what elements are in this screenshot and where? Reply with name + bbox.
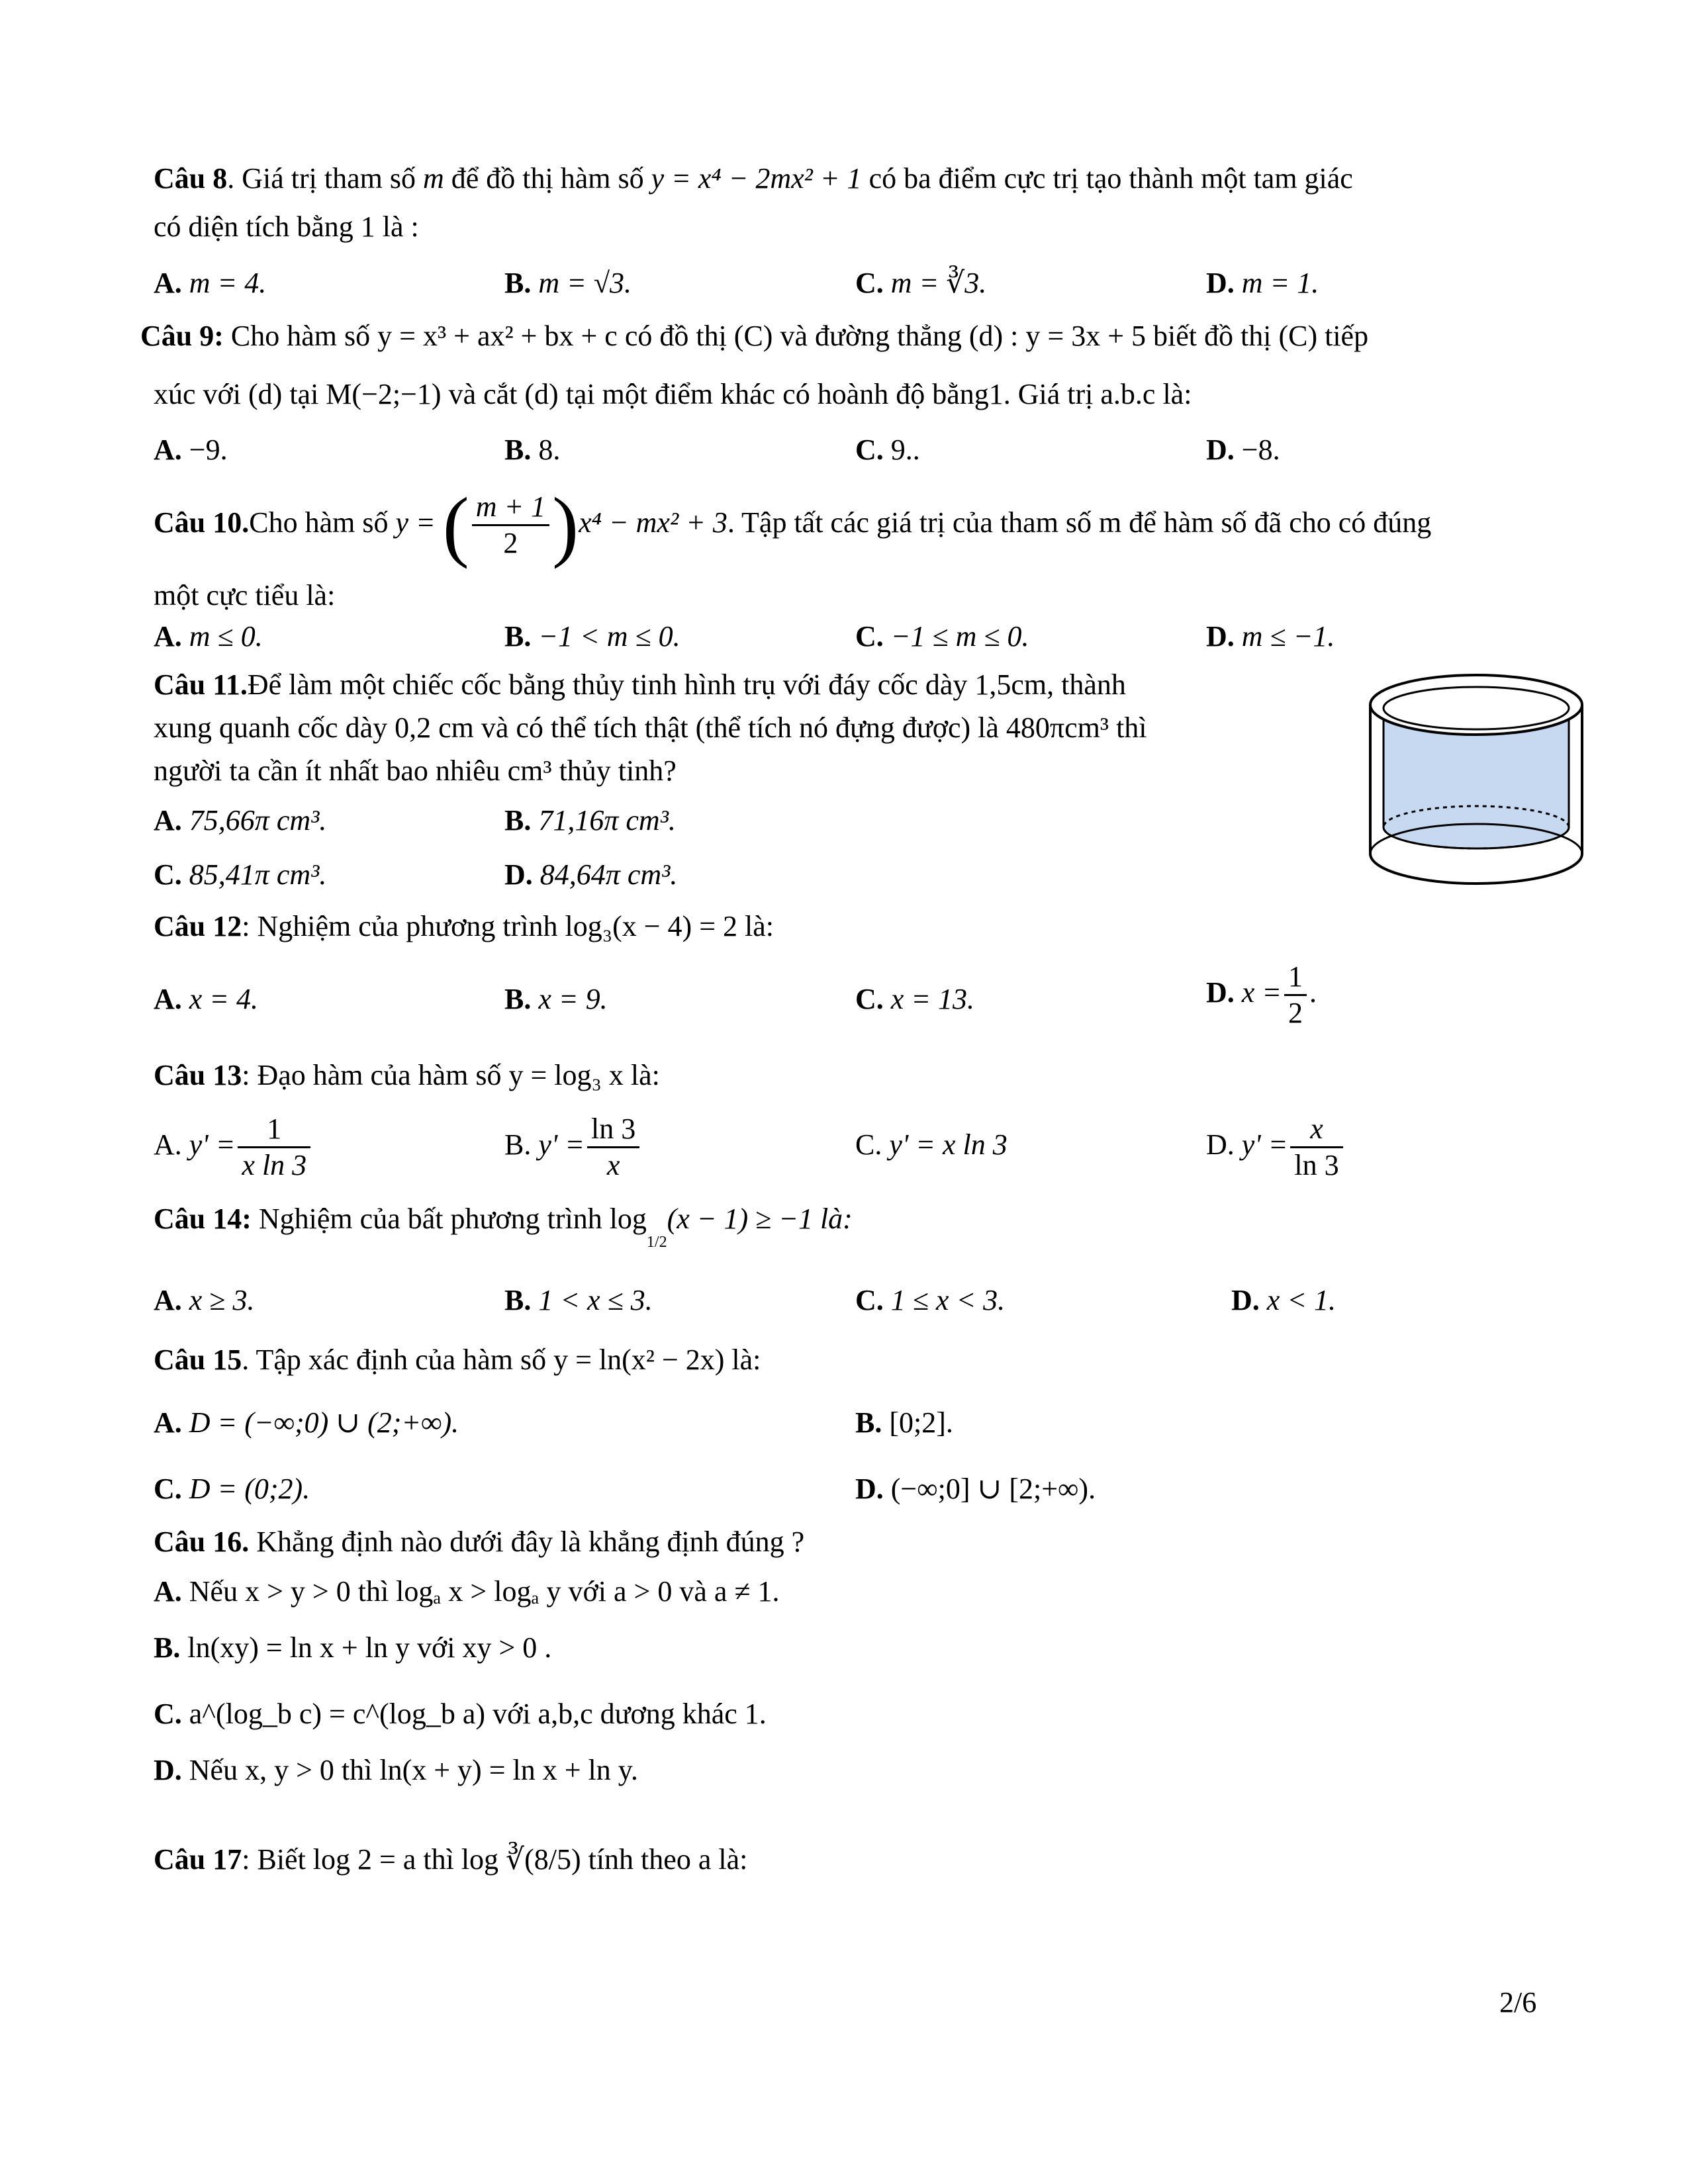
q8-text3: có ba điểm cực trị tạo thành một tam giác	[861, 162, 1353, 195]
q14-text1: Nghiệm của bất phương trình log	[251, 1203, 647, 1235]
q13-text1: : Đạo hàm của hàm số y = log₃ x là:	[242, 1059, 660, 1091]
q10-option-c[interactable]: C. −1 ≤ m ≤ 0.	[855, 620, 1029, 653]
q10-left-paren: (	[442, 480, 469, 569]
q8-line1	[154, 159, 1353, 199]
q15-option-c[interactable]: C. D = (0;2).	[154, 1473, 310, 1505]
q16-option-a[interactable]: A. Nếu x > y > 0 thì logₐ x > logₐ y với a > 0 và a ≠ 1.	[154, 1575, 780, 1608]
q10-text2: . Tập tất các giá trị của tham số m để hàm số đã cho có đúng	[727, 506, 1432, 539]
q8-text1: . Giá trị tham số	[227, 162, 423, 195]
q11-option-c[interactable]: C. 85,41π cm³.	[154, 858, 327, 891]
q16-text1: Khẳng định nào dưới đây là khẳng định đúng ?	[249, 1525, 805, 1558]
q16-line1	[154, 1522, 804, 1562]
q17-text1: : Biết log 2 = a thì log ∛(8/5) tính theo a là:	[242, 1843, 748, 1876]
q12-option-c[interactable]: C. x = 13.	[855, 983, 975, 1015]
q10-option-d[interactable]: D. m ≤ −1.	[1206, 620, 1335, 653]
q16-option-d[interactable]: D. Nếu x, y > 0 thì ln(x + y) = ln x + ln y.	[154, 1754, 638, 1786]
q15-label: Câu 15	[154, 1343, 242, 1376]
q10-fraction: $\frac{m + 1}{2}$	[472, 490, 549, 561]
q11-text1: Để làm một chiếc cốc bằng thủy tinh hình trụ với đáy cốc dày 1,5cm, thành	[247, 668, 1126, 701]
q10-label: Câu 10.	[154, 506, 250, 539]
q11-label: Câu 11.	[154, 668, 248, 701]
q13-label: Câu 13	[154, 1059, 242, 1091]
q9-line2: xúc với (d) tại M(−2;−1) và cắt (d) tại một điểm khác có hoành độ bằng1. Giá trị a.b.c là:	[154, 378, 1192, 410]
q14-option-c[interactable]: C. 1 ≤ x < 3.	[855, 1284, 1006, 1316]
q11-line2: xung quanh cốc dày 0,2 cm và có thể tích thật (thể tích nó đựng được) là 480πcm³ thì	[154, 711, 1147, 744]
q8-formula: y = x⁴ − 2mx² + 1	[651, 162, 862, 195]
q14-option-b[interactable]: B. 1 < x ≤ 3.	[504, 1284, 653, 1316]
q15-option-a[interactable]: A. D = (−∞;0) ∪ (2;+∞).	[154, 1406, 459, 1439]
q8-text2: để đồ thị hàm số	[444, 162, 651, 195]
q12-option-a[interactable]: A. x = 4.	[154, 983, 259, 1015]
q11-option-b[interactable]: B. 71,16π cm³.	[504, 804, 676, 837]
q17-line1	[154, 1840, 747, 1880]
q14-log-base: 1/2	[646, 1233, 667, 1251]
q14-line1	[154, 1199, 853, 1250]
q10-y: y =	[395, 506, 436, 539]
q9-option-a[interactable]: A. −9.	[154, 433, 228, 466]
q12-d-fraction: $\frac{1}{2}$	[1284, 960, 1307, 1030]
q12-text1: : Nghiệm của phương trình log₃(x − 4) = 2 là:	[242, 910, 774, 942]
q14-option-d[interactable]: D. x < 1.	[1231, 1284, 1336, 1316]
page-number: 2/6	[1499, 1986, 1537, 2019]
q9-option-b[interactable]: B. 8.	[504, 433, 561, 466]
q13-option-a[interactable]: A. y' = $\frac{1}{\text{x ln 3}}$	[154, 1105, 313, 1191]
q10-line1	[154, 477, 1431, 569]
q8-option-d[interactable]: D. m = 1.	[1206, 267, 1319, 299]
q13-option-b[interactable]: B. y' = $\frac{\ln 3}{x}$	[504, 1105, 642, 1191]
q13-option-d[interactable]: D. y' = $\frac{x}{\ln 3}$	[1206, 1105, 1346, 1191]
q9-text1: Cho hàm số y = x³ + ax² + bx + c có đồ thị (C) và đường thẳng (d) : y = 3x + 5 biết đồ thị (C) tiếp	[223, 320, 1369, 352]
q16-label: Câu 16.	[154, 1525, 250, 1558]
q13-line1	[154, 1056, 660, 1095]
q10-text1: Cho hàm số	[249, 506, 396, 539]
q8-option-a[interactable]: A. m = 4.	[154, 267, 267, 299]
q8-option-b[interactable]: B. m = √3.	[504, 267, 632, 299]
q13-option-c[interactable]: C. y' = x ln 3	[855, 1128, 1008, 1161]
q12-option-d[interactable]: D. x = $\frac{1}{2}$ .	[1206, 960, 1317, 1030]
q9-option-d[interactable]: D. −8.	[1206, 433, 1280, 466]
cup-rim-inner	[1383, 687, 1569, 729]
q10-right-paren: )	[552, 480, 579, 569]
q15-option-b[interactable]: B. [0;2].	[855, 1406, 953, 1439]
q9-label: Câu 9:	[140, 320, 224, 352]
q10-option-b[interactable]: B. −1 < m ≤ 0.	[504, 620, 680, 653]
q11-option-d[interactable]: D. 84,64π cm³.	[504, 858, 678, 891]
q15-line1	[154, 1340, 761, 1380]
q10-option-a[interactable]: A. m ≤ 0.	[154, 620, 263, 653]
q8-param: m	[422, 162, 444, 195]
q14-label: Câu 14:	[154, 1203, 252, 1235]
q12-line1	[154, 907, 774, 946]
q8-option-c[interactable]: C. m = ∛3.	[855, 267, 987, 299]
q9-option-c[interactable]: C. 9..	[855, 433, 920, 466]
q11-line3: người ta cần ít nhất bao nhiêu cm³ thủy tinh?	[154, 754, 677, 787]
glass-cup-illustration	[1364, 668, 1589, 920]
q15-option-d[interactable]: D. (−∞;0] ∪ [2;+∞).	[855, 1473, 1096, 1505]
q17-label: Câu 17	[154, 1843, 242, 1876]
q10-rest: x⁴ − mx² + 3	[579, 506, 727, 539]
q9-line1	[140, 316, 1368, 356]
q10-line2: một cực tiểu là:	[154, 579, 336, 612]
q16-option-b[interactable]: B. ln(xy) = ln x + ln y với xy > 0 .	[154, 1631, 552, 1664]
q16-option-c[interactable]: C. a^(log_b c) = c^(log_b a) với a,b,c dương khác 1.	[154, 1698, 767, 1730]
q14-option-a[interactable]: A. x ≥ 3.	[154, 1284, 255, 1316]
q11-line1	[154, 665, 1126, 705]
q15-text1: . Tập xác định của hàm số y = ln(x² − 2x) là:	[242, 1343, 761, 1376]
q12-option-b[interactable]: B. x = 9.	[504, 983, 608, 1015]
q11-option-a[interactable]: A. 75,66π cm³.	[154, 804, 327, 837]
q8-line2: có diện tích bằng 1 là :	[154, 210, 419, 243]
q8-label: Câu 8	[154, 162, 228, 195]
q12-label: Câu 12	[154, 910, 242, 942]
q14-text2: (x − 1) ≥ −1 là:	[667, 1203, 853, 1235]
